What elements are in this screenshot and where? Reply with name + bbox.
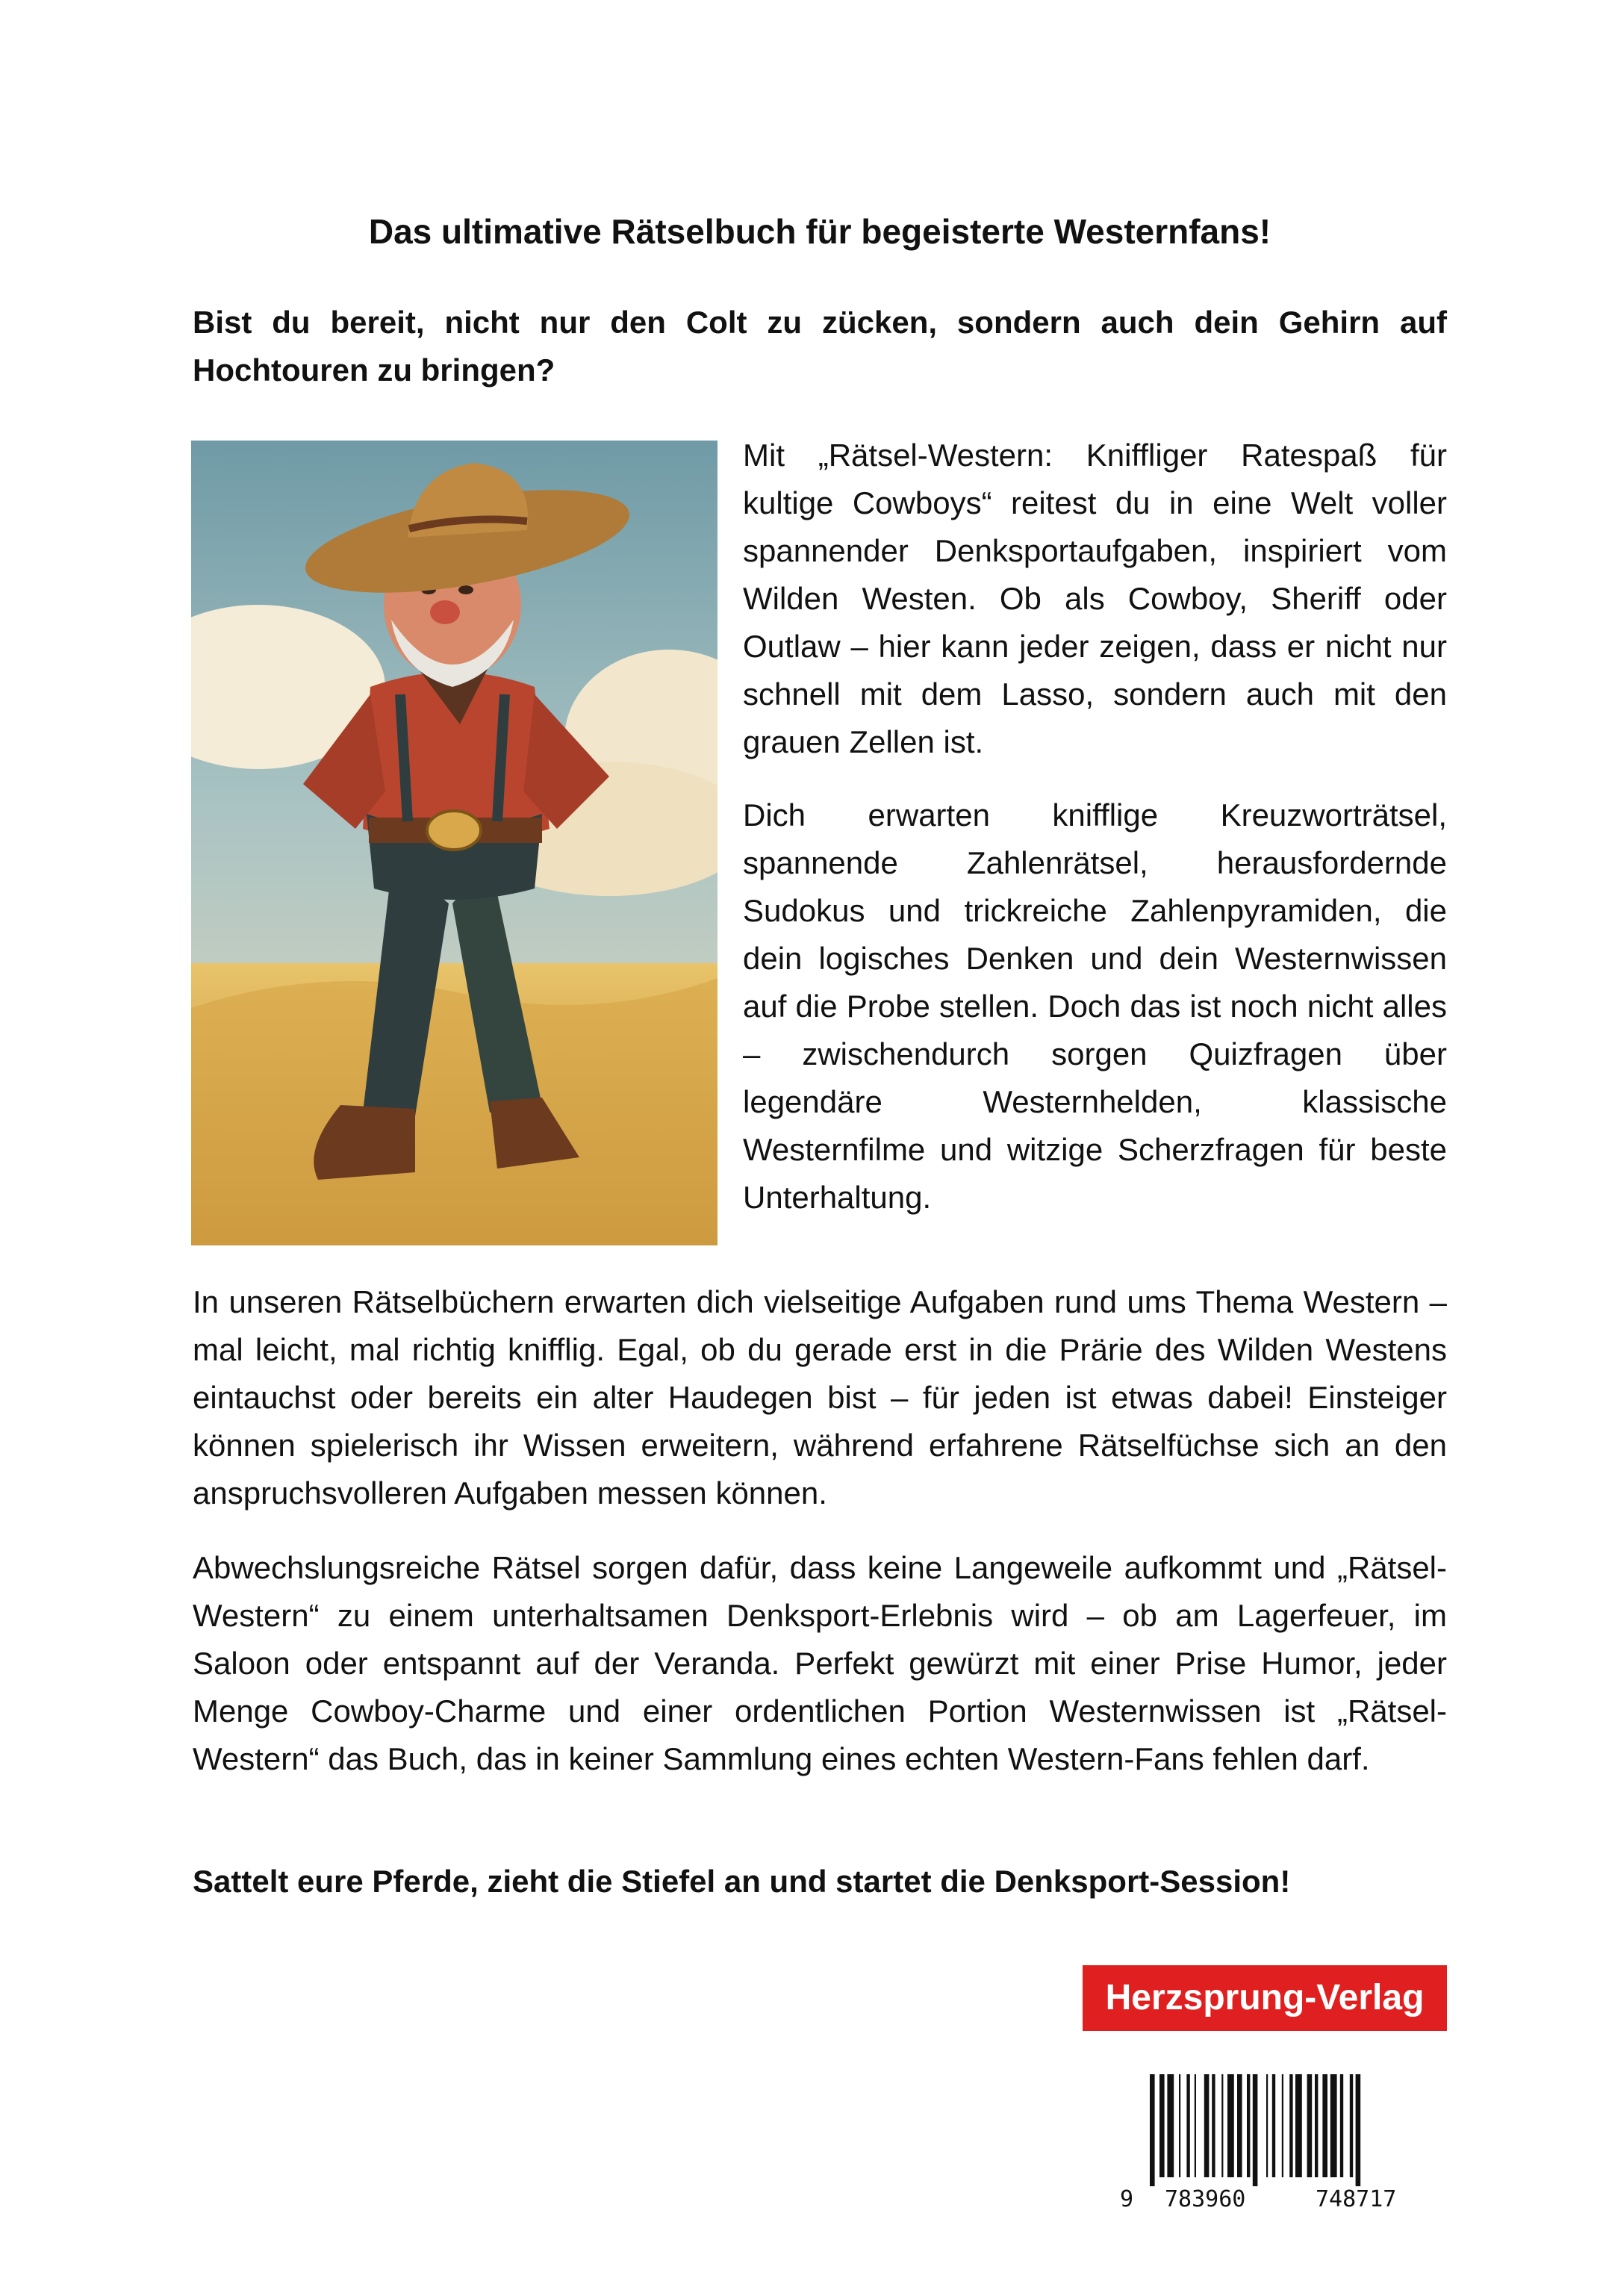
barcode-bar bbox=[1289, 2074, 1292, 2177]
barcode-bar bbox=[1307, 2074, 1313, 2177]
headline: Das ultimative Rätselbuch für begeisterte Westernfans! bbox=[368, 212, 1271, 251]
barcode-bar bbox=[1340, 2074, 1343, 2177]
paragraph-4: Abwechslungsreiche Rätsel sorgen dafür, dass keine Langeweile aufkommt und „Rätsel-Western“ zu einem unterhaltsamen Denksport-Erlebnis wird – ob am Lagerfeuer, im Saloon oder entspannt auf der Veranda. Perfekt gewürzt mit einer Prise Humor, jeder Menge Cowboy-Charme und einer ordentlichen Portion Westernwissen ist „Rätsel-Western“ das Buch, das in keiner Sammlung eines echten Western-Fans fehlen darf. bbox=[193, 1550, 1447, 1776]
barcode-bar bbox=[1204, 2074, 1210, 2177]
barcode-bar bbox=[1227, 2074, 1234, 2177]
barcode-bar bbox=[1315, 2074, 1318, 2177]
closing-line: Sattelt eure Pferde, zieht die Stiefel an und startet die Denksport-Session! bbox=[193, 1864, 1291, 1899]
barcode-bar bbox=[1247, 2074, 1250, 2177]
publisher-badge: Herzsprung-Verlag bbox=[1083, 1965, 1447, 2031]
barcode-bar bbox=[1330, 2074, 1337, 2177]
barcode-bar bbox=[1212, 2074, 1215, 2177]
barcode-bar bbox=[1272, 2074, 1275, 2177]
barcode-bar bbox=[1195, 2074, 1196, 2177]
barcode-bar bbox=[1159, 2074, 1165, 2177]
barcode-bar bbox=[1167, 2074, 1174, 2177]
barcode-bar bbox=[1150, 2074, 1155, 2186]
intro-question: Bist du bereit, nicht nur den Colt zu zücken, sondern auch dein Gehirn auf Hochtouren zu bringen? bbox=[193, 305, 1447, 388]
barcode-bar bbox=[1253, 2074, 1258, 2186]
paragraph-3: In unseren Rätselbüchern erwarten dich vielseitige Aufgaben rund ums Thema Western – mal leicht, mal richtig knifflig. Egal, ob du gerade erst in die Prärie des Wilden Westens eintauchst oder bereits ein alter Haudegen bist – für jeden ist etwas dabei! Einsteiger können spielerisch ihr Wissen erweitern, während erfahrene Rätselfüchse sich an den anspruchsvolleren Aufgaben messen können. bbox=[193, 1284, 1447, 1511]
barcode-bar bbox=[1179, 2074, 1180, 2177]
barcode-lead-digit: 9 bbox=[1120, 2186, 1134, 2212]
barcode-bar bbox=[1356, 2074, 1361, 2186]
barcode-left-group: 783960 bbox=[1165, 2186, 1246, 2212]
barcode bbox=[1135, 2074, 1448, 2194]
barcode-digits bbox=[1120, 2186, 1448, 2216]
barcode-bar bbox=[1237, 2074, 1242, 2177]
barcode-right-group: 748717 bbox=[1316, 2186, 1397, 2212]
barcode-bar bbox=[1295, 2074, 1302, 2177]
barcode-bar bbox=[1266, 2074, 1268, 2177]
barcode-bar bbox=[1221, 2074, 1223, 2177]
barcode-bar bbox=[1186, 2074, 1189, 2177]
barcode-bar bbox=[1282, 2074, 1283, 2177]
barcode-bar bbox=[1350, 2074, 1353, 2177]
barcode-bar bbox=[1322, 2074, 1327, 2177]
paragraph-2: Dich erwarten knifflige Kreuzworträtsel, spannende Zahlenrätsel, herausfordernde Sudokus und trickreiche Zahlenpyramiden, die dein logisches Denken und dein Westernwissen auf die Probe stellen. Doch das ist noch nicht alles – zwischendurch sorgen Quizfragen über legendäre Westernhelden, klassische Westernfilme und witzige Scherzfragen für beste Unterhaltung. bbox=[743, 797, 1447, 1215]
cowboy-illustration bbox=[191, 441, 717, 1245]
paragraph-1: Mit „Rätsel-Western: Kniffliger Ratespaß für kultige Cowboys“ reitest du in eine Welt voller spannender Denksportaufgaben, inspiriert vom Wilden Westen. Ob als Cowboy, Sheriff oder Outlaw – hier kann jeder zeigen, dass er nicht nur schnell mit dem Lasso, sondern auch mit den grauen Zellen ist. bbox=[743, 438, 1447, 759]
